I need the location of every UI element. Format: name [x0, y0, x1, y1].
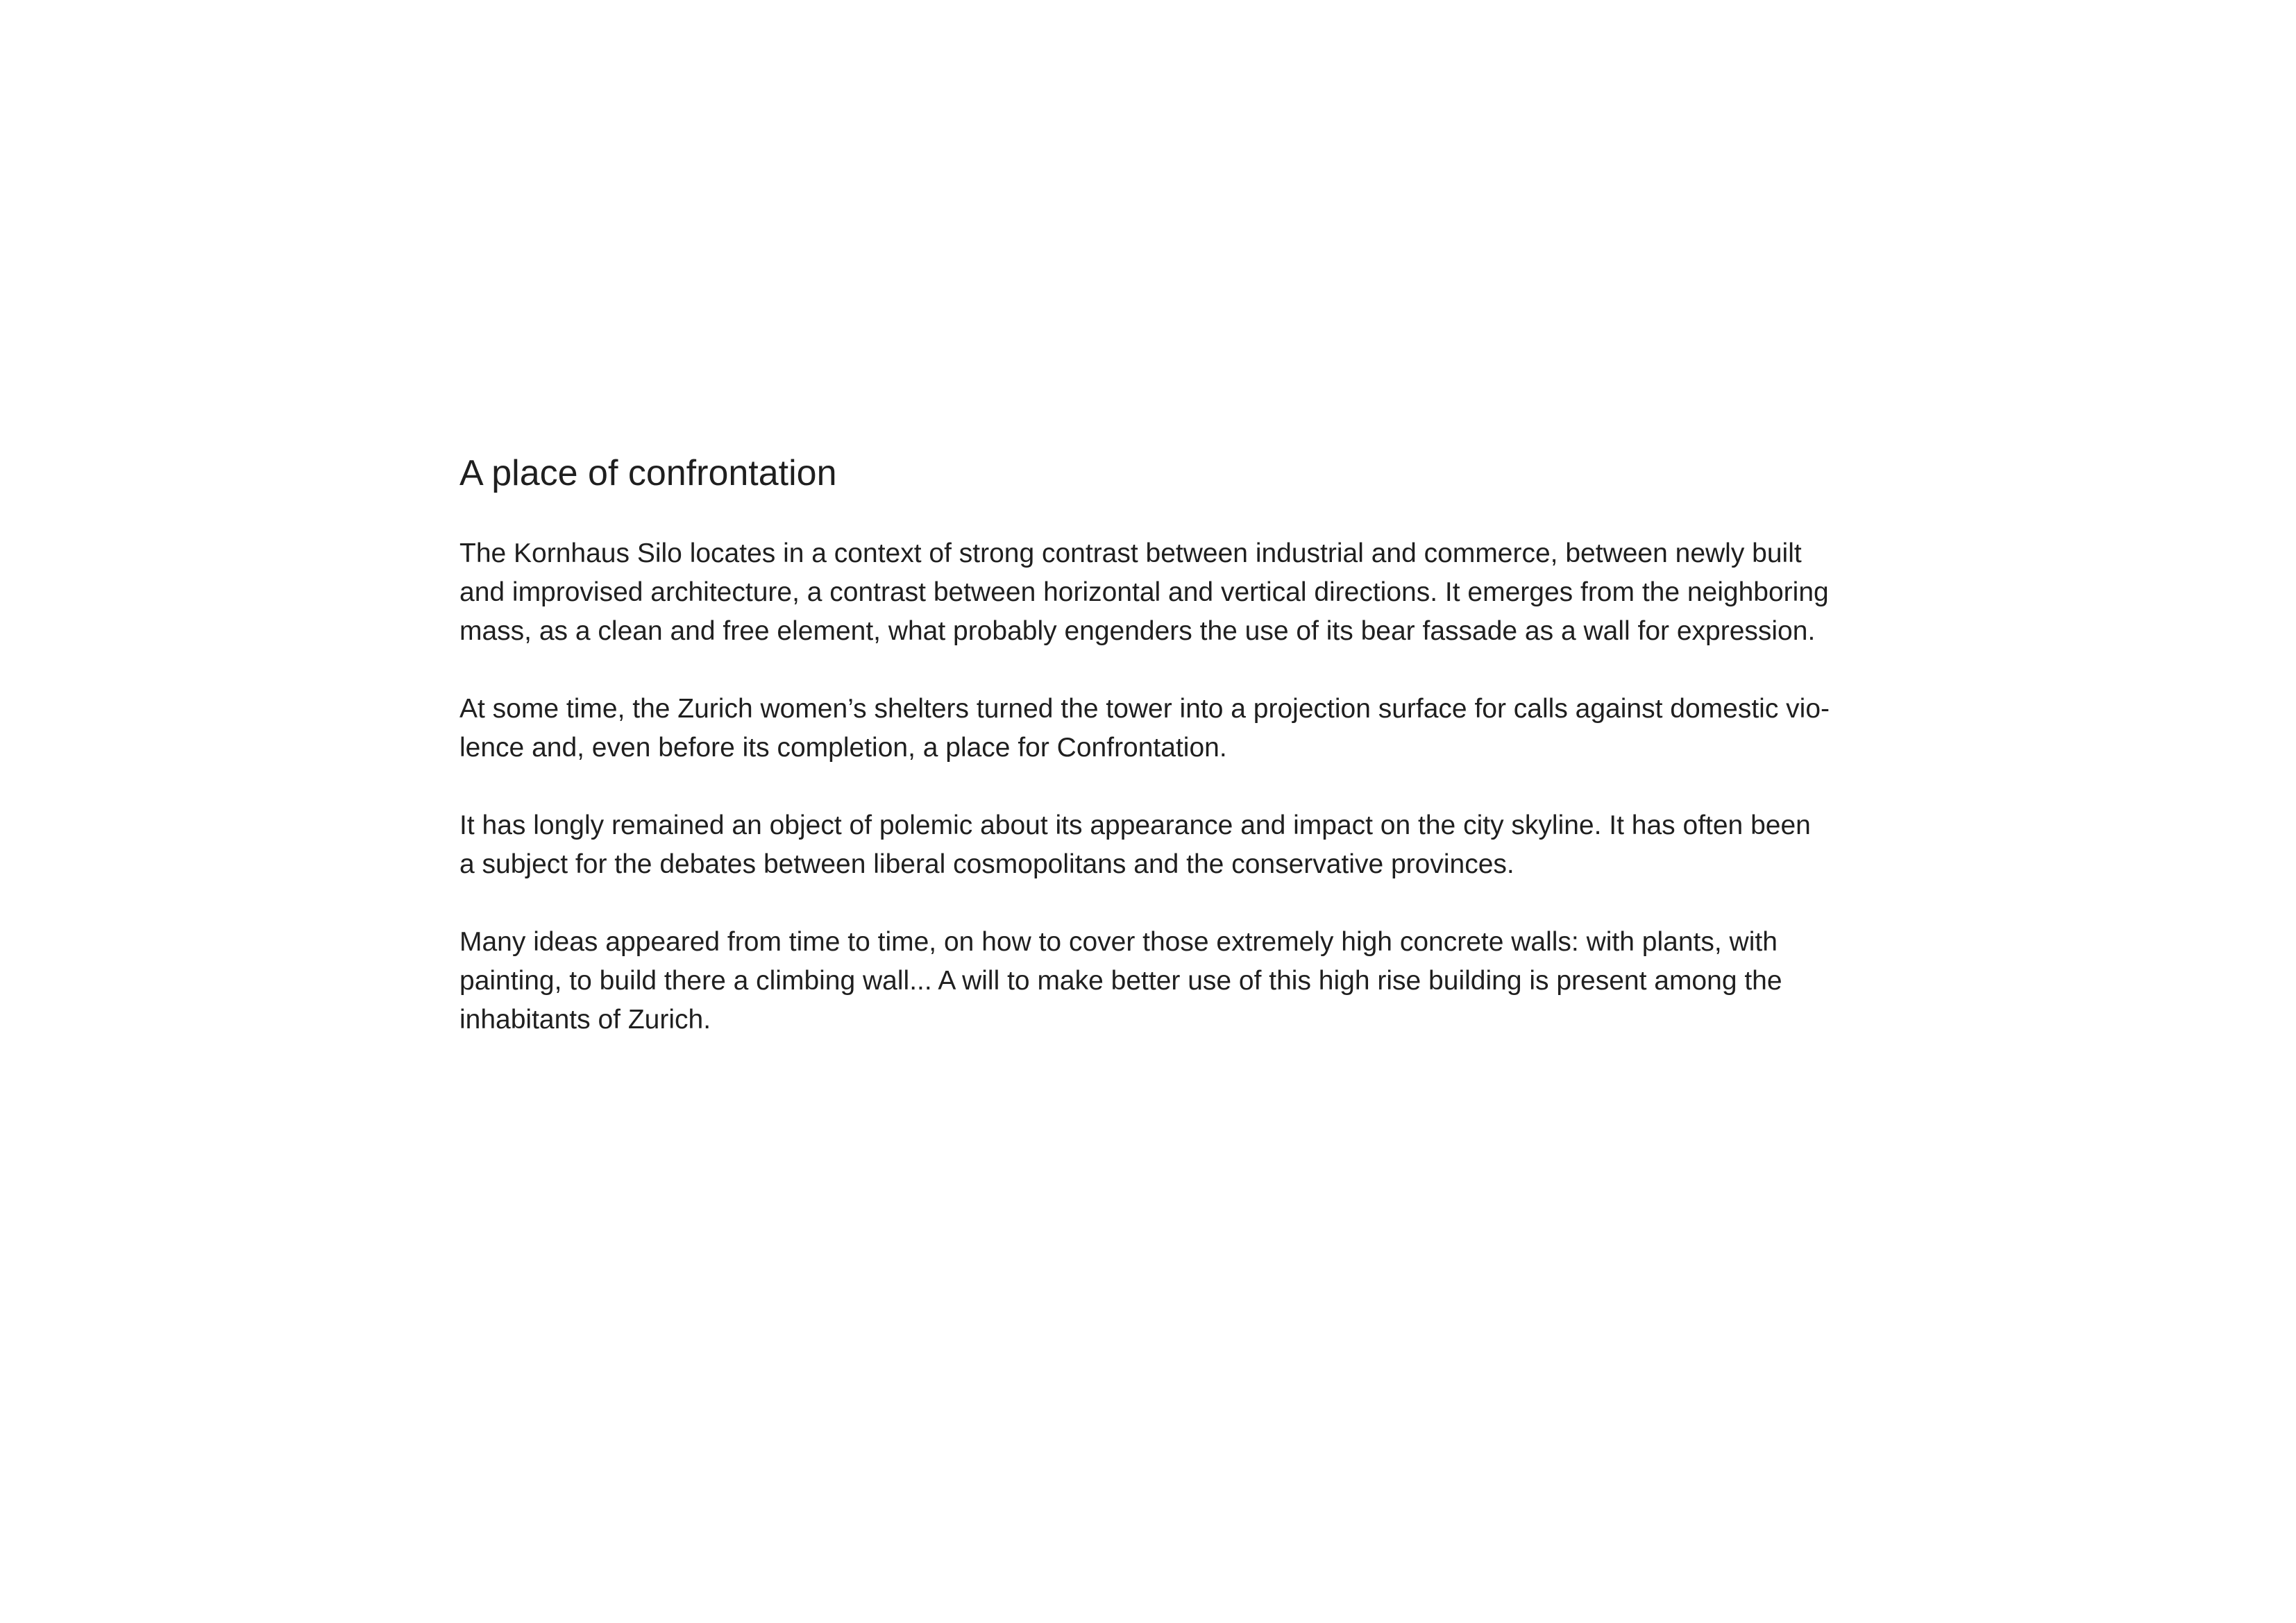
paragraph-line: The Kornhaus Silo locates in a context of strong contrast between industrial and commerce, between newly built	[459, 538, 1802, 568]
paragraph-projection	[459, 690, 1868, 767]
paragraph-line: At some time, the Zurich women’s shelters turned the tower into a projection surface for calls against domestic vio-	[459, 694, 1830, 724]
paragraph-line: mass, as a clean and free element, what probably engenders the use of its bear fassade as a wall for expression.	[459, 616, 1816, 646]
paragraph-line: inhabitants of Zurich.	[459, 1005, 711, 1035]
paragraph-line: Many ideas appeared from time to time, on how to cover those extremely high concrete walls: with plants, with	[459, 927, 1778, 957]
paragraph-line: painting, to build there a climbing wall... A will to make better use of this high rise building is present among the	[459, 966, 1782, 996]
paragraph-line: lence and, even before its completion, a place for Confrontation.	[459, 733, 1227, 763]
paragraph-line: and improvised architecture, a contrast between horizontal and vertical directions. It emerges from the neighboring	[459, 577, 1829, 607]
paragraph-context	[459, 534, 1868, 651]
paragraph-polemic	[459, 806, 1868, 884]
paragraph-ideas	[459, 923, 1868, 1039]
text-block	[459, 444, 1868, 1039]
page-title: A place of confrontation	[459, 453, 837, 493]
paragraph-line: a subject for the debates between liberal cosmopolitans and the conservative provinces.	[459, 849, 1514, 879]
paragraph-line: It has longly remained an object of polemic about its appearance and impact on the city skyline. It has often been	[459, 810, 1811, 840]
